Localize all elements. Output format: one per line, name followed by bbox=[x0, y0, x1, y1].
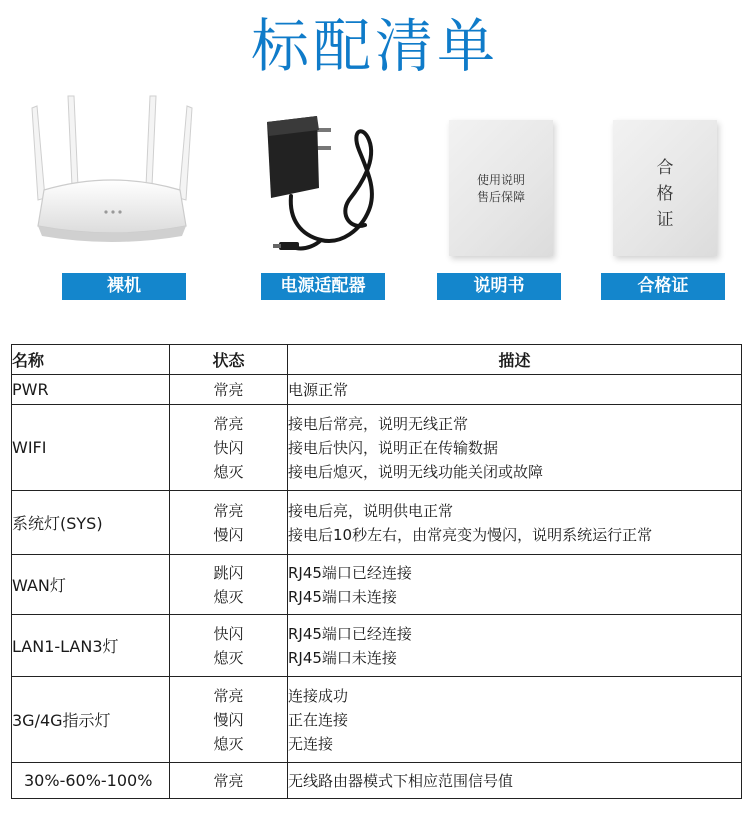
state-text: 快闪 bbox=[213, 624, 244, 643]
state-text: 常亮 bbox=[213, 380, 244, 399]
cell-desc bbox=[288, 677, 742, 763]
desc-text: 接电后快闪，说明正在传输数据 bbox=[288, 438, 499, 457]
state-text: 熄灭 bbox=[213, 734, 244, 753]
router-image bbox=[22, 90, 202, 270]
state-text: 常亮 bbox=[213, 771, 244, 790]
cell-desc bbox=[288, 615, 742, 677]
item-manual bbox=[437, 90, 567, 300]
state-text: 快闪 bbox=[213, 438, 244, 457]
desc-text: 无连接 bbox=[288, 734, 334, 753]
manual-text: 使用说明 bbox=[476, 173, 525, 187]
item-label-manual: 说明书 bbox=[437, 273, 561, 300]
cell-desc bbox=[288, 491, 742, 555]
certificate-char: 证 bbox=[656, 210, 674, 230]
cell-name: PWR bbox=[12, 375, 170, 405]
manual-card bbox=[449, 120, 553, 256]
cell-name: WIFI bbox=[12, 405, 170, 491]
desc-text: 电源正常 bbox=[288, 380, 349, 399]
certificate-char: 格 bbox=[656, 184, 674, 204]
cell-state bbox=[170, 555, 288, 615]
cell-state bbox=[170, 405, 288, 491]
table-row bbox=[12, 555, 742, 615]
cell-desc bbox=[288, 555, 742, 615]
cell-desc bbox=[288, 405, 742, 491]
cell-name: WAN灯 bbox=[12, 555, 170, 615]
state-text: 常亮 bbox=[213, 501, 244, 520]
item-label-router: 裸机 bbox=[62, 273, 186, 300]
cell-desc bbox=[288, 375, 742, 405]
item-power-adapter bbox=[261, 90, 391, 300]
manual-text: 售后保障 bbox=[476, 190, 525, 204]
cell-name: 30%-60%-100% bbox=[12, 763, 170, 799]
header-state: 状态 bbox=[170, 345, 288, 375]
desc-text: 接电后10秒左右，由常亮变为慢闪，说明系统运行正常 bbox=[288, 525, 653, 544]
table-header-row bbox=[12, 345, 742, 375]
desc-text: 接电后亮，说明供电正常 bbox=[288, 501, 454, 520]
table-row bbox=[12, 375, 742, 405]
indicator-table bbox=[11, 344, 742, 799]
item-label-power-adapter: 电源适配器 bbox=[261, 273, 385, 300]
state-text: 熄灭 bbox=[213, 462, 244, 481]
cell-state bbox=[170, 491, 288, 555]
state-text: 慢闪 bbox=[213, 710, 244, 729]
cell-name: 3G/4G指示灯 bbox=[12, 677, 170, 763]
package-contents bbox=[0, 90, 750, 300]
certificate-char: 合 bbox=[656, 158, 674, 178]
cell-desc bbox=[288, 763, 742, 799]
item-label-certificate: 合格证 bbox=[601, 273, 725, 300]
item-router bbox=[62, 90, 192, 300]
table-row bbox=[12, 677, 742, 763]
table-row bbox=[12, 491, 742, 555]
header-desc: 描述 bbox=[288, 345, 742, 375]
state-text: 熄灭 bbox=[213, 648, 244, 667]
desc-text: RJ45端口未连接 bbox=[288, 648, 397, 667]
desc-text: RJ45端口已经连接 bbox=[288, 563, 412, 582]
desc-text: 接电后常亮，说明无线正常 bbox=[288, 414, 469, 433]
desc-text: RJ45端口未连接 bbox=[288, 587, 397, 606]
cell-state bbox=[170, 375, 288, 405]
desc-text: RJ45端口已经连接 bbox=[288, 624, 412, 643]
power-adapter-image bbox=[261, 90, 391, 265]
cell-name: LAN1-LAN3灯 bbox=[12, 615, 170, 677]
table-row bbox=[12, 763, 742, 799]
desc-text: 连接成功 bbox=[288, 686, 349, 705]
page-title: 标配清单 bbox=[250, 12, 499, 80]
certificate-card bbox=[613, 120, 717, 256]
cell-state bbox=[170, 615, 288, 677]
state-text: 常亮 bbox=[213, 414, 244, 433]
item-certificate bbox=[601, 90, 731, 300]
desc-text: 无线路由器模式下相应范围信号值 bbox=[288, 771, 514, 790]
state-text: 跳闪 bbox=[213, 563, 244, 582]
state-text: 熄灭 bbox=[213, 587, 244, 606]
cell-name: 系统灯(SYS) bbox=[12, 491, 170, 555]
state-text: 慢闪 bbox=[213, 525, 244, 544]
cell-state bbox=[170, 763, 288, 799]
cell-state bbox=[170, 677, 288, 763]
table-row bbox=[12, 615, 742, 677]
desc-text: 正在连接 bbox=[288, 710, 349, 729]
state-text: 常亮 bbox=[213, 686, 244, 705]
table-row bbox=[12, 405, 742, 491]
desc-text: 接电后熄灭，说明无线功能关闭或故障 bbox=[288, 462, 544, 481]
header-name: 名称 bbox=[12, 345, 170, 375]
